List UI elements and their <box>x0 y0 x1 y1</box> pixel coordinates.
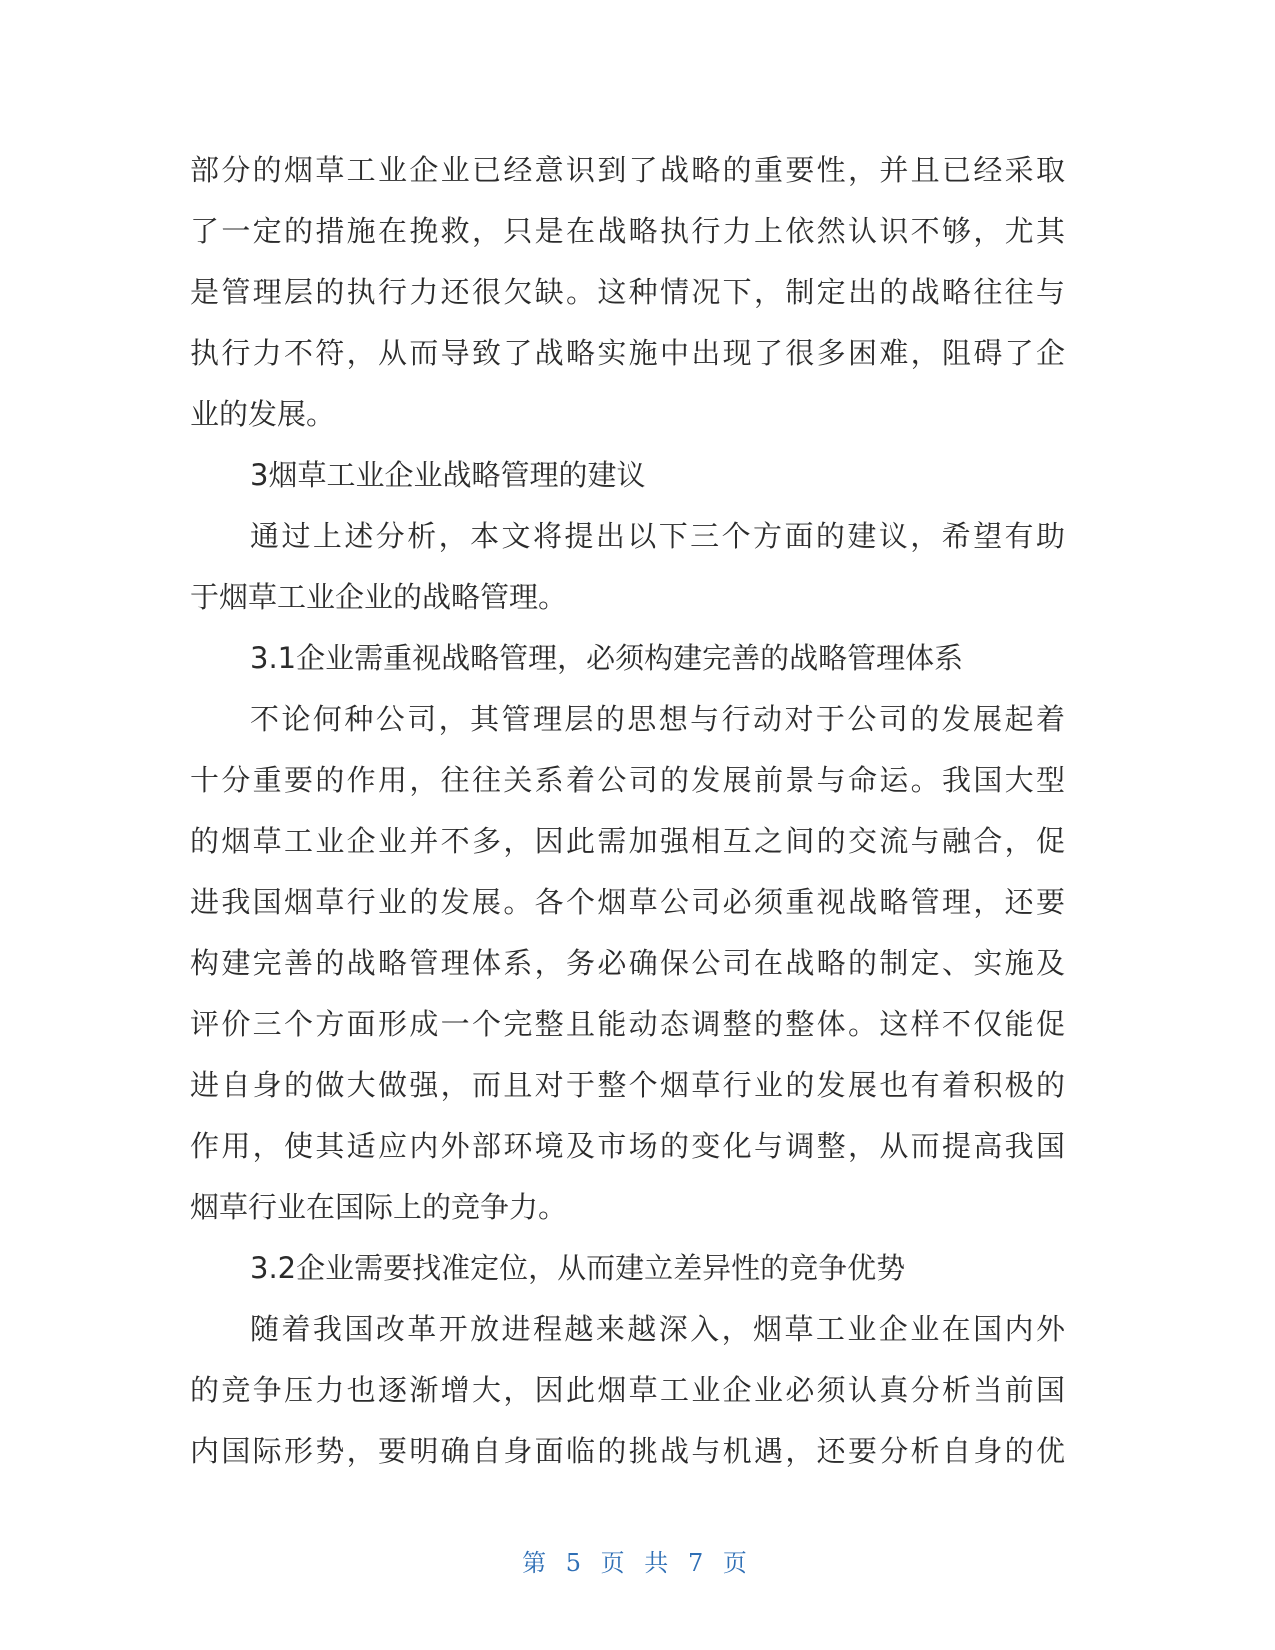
text-line: 业的发展。 <box>190 397 336 431</box>
text-line: 的烟草工业企业并不多，因此需加强相互之间的交流与融合，促 <box>190 824 1065 858</box>
text-line: 部分的烟草工业企业已经意识到了战略的重要性，并且已经采取 <box>190 153 1065 187</box>
text-line: 了一定的措施在挽救，只是在战略执行力上依然认识不够，尤其 <box>190 214 1065 248</box>
text-line: 3.1企业需重视战略管理，必须构建完善的战略管理体系 <box>250 641 964 675</box>
text-line: 构建完善的战略管理体系，务必确保公司在战略的制定、实施及 <box>190 946 1065 980</box>
text-line: 十分重要的作用，往往关系着公司的发展前景与命运。我国大型 <box>190 763 1065 797</box>
text-line: 通过上述分析，本文将提出以下三个方面的建议，希望有助 <box>250 519 1065 553</box>
text-line: 随着我国改革开放进程越来越深入，烟草工业企业在国内外 <box>250 1312 1065 1346</box>
text-line: 烟草行业在国际上的竞争力。 <box>190 1190 568 1224</box>
text-line: 进我国烟草行业的发展。各个烟草公司必须重视战略管理，还要 <box>190 885 1065 919</box>
text-line: 评价三个方面形成一个完整且能动态调整的整体。这样不仅能促 <box>190 1007 1065 1041</box>
text-line: 的竞争压力也逐渐增大，因此烟草工业企业必须认真分析当前国 <box>190 1373 1065 1407</box>
text-line: 作用，使其适应内外部环境及市场的变化与调整，从而提高我国 <box>190 1129 1065 1163</box>
document-body <box>190 140 1065 1482</box>
page-footer <box>0 1543 1275 1578</box>
text-line: 是管理层的执行力还很欠缺。这种情况下，制定出的战略往往与 <box>190 275 1065 309</box>
page-number-label: 第 5 页 共 7 页 <box>522 1549 753 1577</box>
text-line: 内国际形势，要明确自身面临的挑战与机遇，还要分析自身的优 <box>190 1434 1065 1468</box>
text-line: 进自身的做大做强，而且对于整个烟草行业的发展也有着积极的 <box>190 1068 1065 1102</box>
text-line: 执行力不符，从而导致了战略实施中出现了很多困难，阻碍了企 <box>190 336 1065 370</box>
text-line: 3.2企业需要找准定位，从而建立差异性的竞争优势 <box>250 1251 906 1285</box>
text-line: 不论何种公司，其管理层的思想与行动对于公司的发展起着 <box>250 702 1065 736</box>
text-line: 于烟草工业企业的战略管理。 <box>190 580 568 614</box>
text-line: 3烟草工业企业战略管理的建议 <box>250 458 646 492</box>
